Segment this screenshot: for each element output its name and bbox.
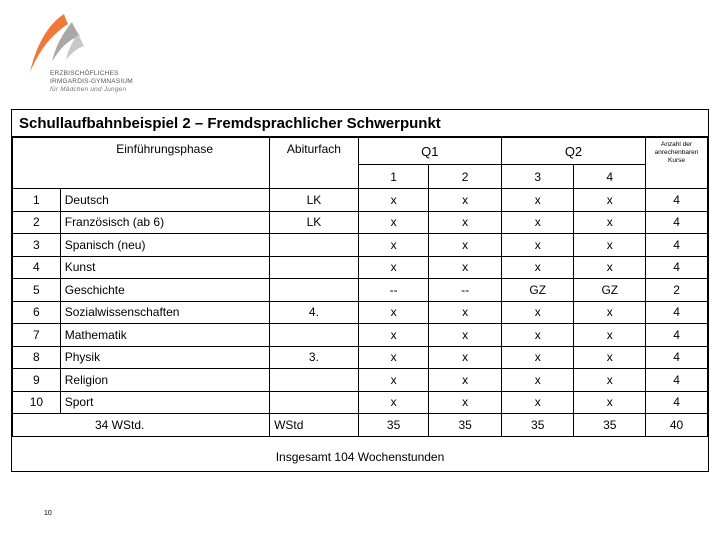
cell-q1-1: x	[358, 391, 429, 414]
subject-name: Sozialwissenschaften	[60, 301, 269, 324]
header-row-2	[13, 165, 708, 189]
cell-q2-1: x	[501, 256, 574, 279]
abitur-subject	[270, 234, 359, 257]
course-count: 4	[646, 324, 708, 347]
subject-name: Spanisch (neu)	[60, 234, 269, 257]
course-count: 4	[646, 189, 708, 212]
cell-q1-1: x	[358, 234, 429, 257]
cell-q2-1: x	[501, 301, 574, 324]
header-anzahl: Anzahl der anrechenbaren Kurse	[646, 138, 708, 189]
cell-q2-1: x	[501, 211, 574, 234]
row-number: 8	[13, 346, 61, 369]
table-row	[13, 369, 708, 392]
header-sub-3: 3	[501, 165, 574, 189]
table-row	[13, 346, 708, 369]
header-abiturfach: Abiturfach	[270, 138, 359, 165]
row-number: 1	[13, 189, 61, 212]
total-abi-hours: WStd	[270, 414, 359, 437]
cell-q2-1: x	[501, 189, 574, 212]
cell-q2-2: x	[574, 211, 646, 234]
title-bar	[12, 110, 708, 137]
logo-text	[50, 70, 133, 94]
row-number: 3	[13, 234, 61, 257]
row-number: 5	[13, 279, 61, 302]
logo-line-2: IRMGARDIS-GYMNASIUM	[50, 78, 133, 85]
cell-q1-1: x	[358, 324, 429, 347]
cell-q2-2: x	[574, 324, 646, 347]
cell-q2-2: x	[574, 256, 646, 279]
total-q2-2: 35	[574, 414, 646, 437]
total-phase-hours: 34 WStd.	[60, 414, 269, 437]
cell-q1-2: x	[429, 324, 502, 347]
header-q2: Q2	[501, 138, 645, 165]
cell-q2-1: x	[501, 391, 574, 414]
subject-name: Französisch (ab 6)	[60, 211, 269, 234]
subject-name: Physik	[60, 346, 269, 369]
subject-name: Geschichte	[60, 279, 269, 302]
cell-q1-1: x	[358, 211, 429, 234]
total-hours-note: Insgesamt 104 Wochenstunden	[275, 450, 445, 464]
header-sub-4: 4	[574, 165, 646, 189]
total-course-count: 40	[646, 414, 708, 437]
cell-q1-1: --	[358, 279, 429, 302]
row-number: 10	[13, 391, 61, 414]
row-number: 4	[13, 256, 61, 279]
abitur-subject	[270, 369, 359, 392]
cell-q1-1: x	[358, 346, 429, 369]
cell-q1-2: x	[429, 211, 502, 234]
cell-q2-1: x	[501, 346, 574, 369]
content-frame	[11, 109, 709, 472]
course-count: 4	[646, 211, 708, 234]
abitur-subject	[270, 256, 359, 279]
table-row	[13, 279, 708, 302]
header-phase: Einführungsphase	[60, 138, 269, 165]
abitur-subject: 4.	[270, 301, 359, 324]
slide-title: Schullaufbahnbeispiel 2 – Fremdsprachlicher Schwerpunkt	[19, 115, 441, 132]
cell-q1-2: x	[429, 369, 502, 392]
table-row	[13, 211, 708, 234]
abitur-subject	[270, 324, 359, 347]
cell-q1-2: x	[429, 346, 502, 369]
cell-q1-2: x	[429, 301, 502, 324]
cell-q1-2: x	[429, 391, 502, 414]
course-count: 4	[646, 369, 708, 392]
subject-name: Mathematik	[60, 324, 269, 347]
totals-row	[13, 414, 708, 437]
cell-q2-2: x	[574, 301, 646, 324]
course-count: 2	[646, 279, 708, 302]
table-row	[13, 301, 708, 324]
subject-name: Sport	[60, 391, 269, 414]
cell-q1-1: x	[358, 189, 429, 212]
header-sub-2: 2	[429, 165, 502, 189]
row-number: 6	[13, 301, 61, 324]
cell-q1-2: x	[429, 234, 502, 257]
cell-q1-2: x	[429, 189, 502, 212]
header-sub-1: 1	[358, 165, 429, 189]
cell-q1-1: x	[358, 301, 429, 324]
subject-name: Kunst	[60, 256, 269, 279]
cell-q2-2: x	[574, 234, 646, 257]
table-row	[13, 391, 708, 414]
table-row	[13, 234, 708, 257]
course-table	[12, 137, 708, 437]
course-count: 4	[646, 346, 708, 369]
course-count: 4	[646, 391, 708, 414]
row-number: 2	[13, 211, 61, 234]
abitur-subject: LK	[270, 189, 359, 212]
logo-line-1: ERZBISCHÖFLICHES	[50, 70, 119, 77]
row-number: 7	[13, 324, 61, 347]
cell-q2-2: x	[574, 346, 646, 369]
cell-q2-2: x	[574, 391, 646, 414]
subject-name: Deutsch	[60, 189, 269, 212]
header-q1: Q1	[358, 138, 501, 165]
cell-q2-1: GZ	[501, 279, 574, 302]
total-q2-1: 35	[501, 414, 574, 437]
header-row-1	[13, 138, 708, 165]
table-row	[13, 256, 708, 279]
abitur-subject: 3.	[270, 346, 359, 369]
course-count: 4	[646, 234, 708, 257]
logo-line-3: für Mädchen und Jungen	[50, 86, 127, 93]
row-number: 9	[13, 369, 61, 392]
total-q1-1: 35	[358, 414, 429, 437]
table-row	[13, 324, 708, 347]
total-q1-2: 35	[429, 414, 502, 437]
cell-q2-1: x	[501, 324, 574, 347]
cell-q1-2: x	[429, 256, 502, 279]
course-count: 4	[646, 256, 708, 279]
cell-q2-1: x	[501, 234, 574, 257]
subject-name: Religion	[60, 369, 269, 392]
abitur-subject	[270, 279, 359, 302]
cell-q2-2: x	[574, 189, 646, 212]
table-row	[13, 189, 708, 212]
course-count: 4	[646, 301, 708, 324]
cell-q2-1: x	[501, 369, 574, 392]
cell-q1-1: x	[358, 256, 429, 279]
cell-q1-1: x	[358, 369, 429, 392]
page-number: 10	[44, 510, 52, 517]
cell-q1-2: --	[429, 279, 502, 302]
abitur-subject: LK	[270, 211, 359, 234]
cell-q2-2: GZ	[574, 279, 646, 302]
abitur-subject	[270, 391, 359, 414]
cell-q2-2: x	[574, 369, 646, 392]
